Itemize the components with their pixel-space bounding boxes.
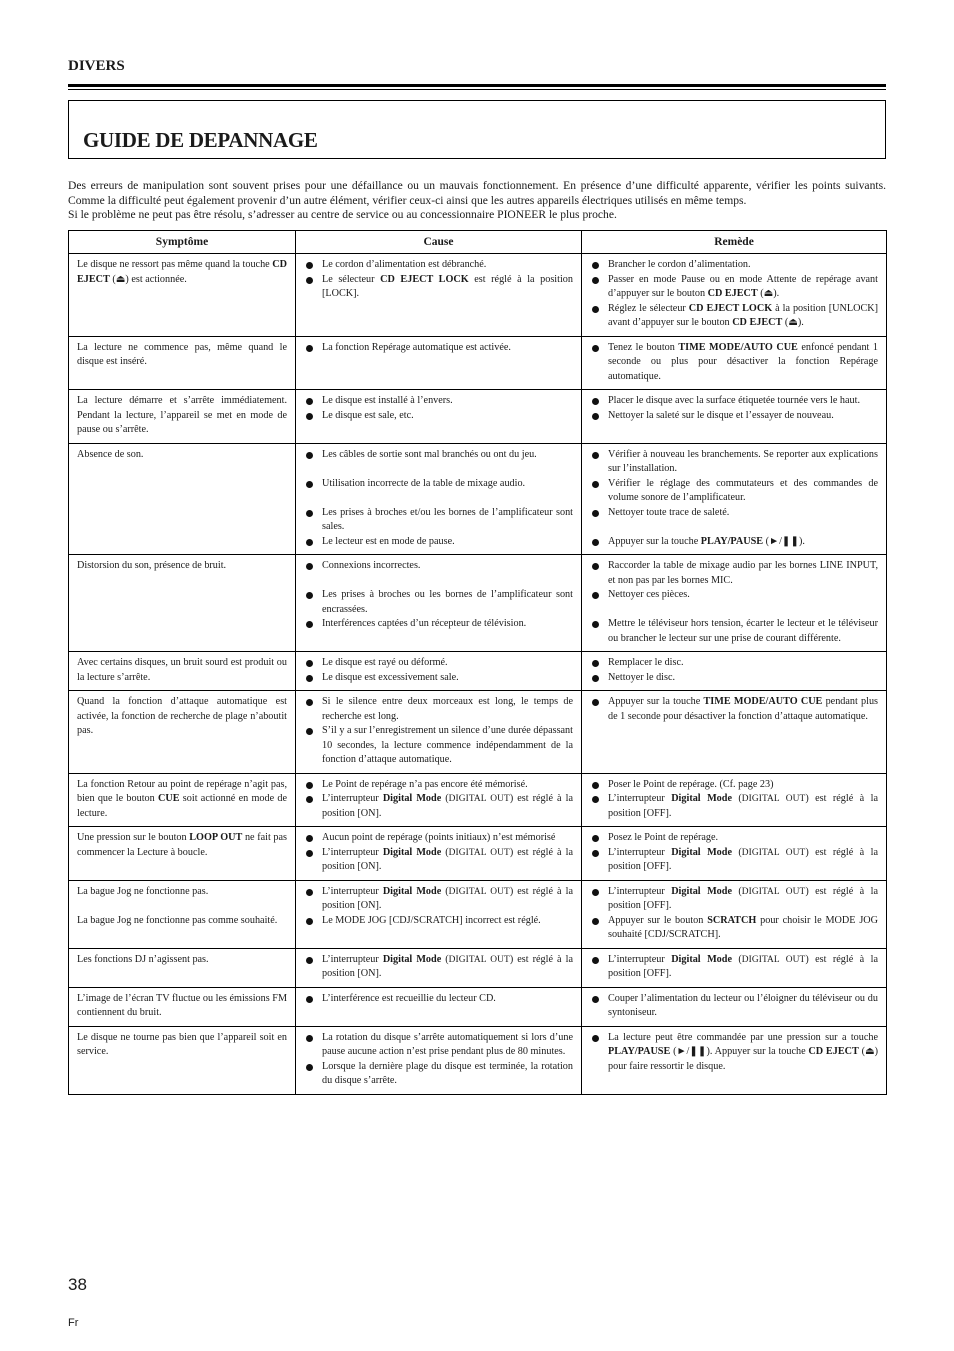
- table-row: [69, 948, 887, 987]
- remedy-cell: Appuyer sur la touche TIME MODE/AUTO CUE pendant plus de 1 seconde pour désactiver la fonction d’attaque automatique.: [582, 691, 887, 774]
- intro-paragraph-2: Si le problème ne peut pas être résolu, s’adresser au centre de service ou au concessionnaire PIONEER le plus proche.: [68, 208, 617, 221]
- table-row: [69, 652, 887, 691]
- symptom-cell: La bague Jog ne fonctionne pas. La bague Jog ne fonctionne pas comme souhaité.: [69, 880, 296, 948]
- symptom-cell: La lecture ne commence pas, même quand le disque est inséré.: [69, 336, 296, 390]
- remedy-cell: Poser le Point de repérage. (Cf. page 23) L’interrupteur Digital Mode (DIGITAL OUT) est réglé à la position [OFF].: [582, 773, 887, 827]
- cause-cell: La fonction Repérage automatique est activée.: [296, 336, 582, 390]
- table-row: [69, 254, 887, 337]
- cause-cell: Le cordon d’alimentation est débranché. Le sélecteur CD EJECT LOCK est réglé à la position [LOCK].: [296, 254, 582, 337]
- table-header-row: [69, 231, 887, 254]
- symptom-cell: Quand la fonction d’attaque automatique est activée, la fonction de recherche de plage n’aboutit pas.: [69, 691, 296, 774]
- cause-cell: Connexions incorrectes. Les prises à broches ou les bornes de l’amplificateur sont encrassées. Interférences captées d’un récepteur de télévision.: [296, 555, 582, 652]
- remedy-cell: Posez le Point de repérage. L’interrupteur Digital Mode (DIGITAL OUT) est réglé à la position [OFF].: [582, 827, 887, 881]
- header-cause: Cause: [296, 231, 582, 254]
- cause-cell: Le disque est installé à l’envers. Le disque est sale, etc.: [296, 390, 582, 444]
- cause-cell: L’interrupteur Digital Mode (DIGITAL OUT) est réglé à la position [ON].: [296, 948, 582, 987]
- header-symptom: Symptôme: [69, 231, 296, 254]
- cause-cell: L’interférence est recueillie du lecteur CD.: [296, 987, 582, 1026]
- remedy-cell: Couper l’alimentation du lecteur ou l’éloigner du téléviseur ou du syntoniseur.: [582, 987, 887, 1026]
- cause-cell: Aucun point de repérage (points initiaux) n’est mémorisé L’interrupteur Digital Mode (DIGITAL OUT) est réglé à la position [ON].: [296, 827, 582, 881]
- symptom-cell: Les fonctions DJ n’agissent pas.: [69, 948, 296, 987]
- remedy-cell: Placer le disque avec la surface étiquetée tournée vers le haut. Nettoyer la saleté sur le disque et l’essayer de nouveau.: [582, 390, 887, 444]
- header-rule-thick: [68, 84, 886, 87]
- symptom-cell: Une pression sur le bouton LOOP OUT ne fait pas commencer la Lecture à boucle.: [69, 827, 296, 881]
- table-row: [69, 691, 887, 774]
- page-title: GUIDE DE DEPANNAGE: [83, 128, 318, 152]
- title-box: [68, 100, 886, 159]
- intro-text: [68, 179, 886, 223]
- section-label: DIVERS: [68, 58, 125, 74]
- table-row: [69, 1026, 887, 1094]
- intro-paragraph-1: Des erreurs de manipulation sont souvent prises pour une défaillance ou un mauvais fonctionnement. En présence d’une difficulté apparente, vérifier les points suivants. Comme la difficulté peut également provenir d’un autre élément, vérifier ceux-ci ainsi que les autres appareils électriques utilisés en même temps.: [68, 179, 886, 207]
- remedy-cell: Vérifier à nouveau les branchements. Se reporter aux explications sur l’installation. Vérifier le réglage des commutateurs et des commandes de volume sonore de l’amplificateur. Nettoyer toute trace de saleté. Appuyer sur la touche PLAY/PAUSE (►/❚❚).: [582, 443, 887, 555]
- cause-cell: Le disque est rayé ou déformé. Le disque est excessivement sale.: [296, 652, 582, 691]
- remedy-cell: Tenez le bouton TIME MODE/AUTO CUE enfoncé pendant 1 seconde ou plus pour désactiver la fonction Repérage automatique.: [582, 336, 887, 390]
- remedy-cell: Raccorder la table de mixage audio par les bornes LINE INPUT, et non pas par les bornes MIC. Nettoyer ces pièces. Mettre le téléviseur hors tension, écarter le lecteur et le téléviseur ou brancher le lecteur sur une prise de courant différente.: [582, 555, 887, 652]
- cause-cell: Si le silence entre deux morceaux est long, le temps de recherche est long. S’il y a sur l’enregistrement un silence d’une durée dépassant 10 secondes, la lecture commence indépendamment de la fonction d’attaque automatique.: [296, 691, 582, 774]
- remedy-cell: L’interrupteur Digital Mode (DIGITAL OUT) est réglé à la position [OFF]. Appuyer sur le bouton SCRATCH pour choisir le MODE JOG souhaité [CDJ/SCRATCH].: [582, 880, 887, 948]
- symptom-cell: La lecture démarre et s’arrête immédiatement. Pendant la lecture, l’appareil se met en mode de pause ou s’arrête.: [69, 390, 296, 444]
- cause-cell: Les câbles de sortie sont mal branchés ou ont du jeu. Utilisation incorrecte de la table de mixage audio. Les prises à broches et/ou les bornes de l’amplificateur sont sales. Le lecteur est en mode de pause.: [296, 443, 582, 555]
- symptom-cell: Le disque ne tourne pas bien que l’appareil soit en service.: [69, 1026, 296, 1094]
- page-number: 38: [68, 1275, 87, 1294]
- cause-cell: Le Point de repérage n’a pas encore été mémorisé. L’interrupteur Digital Mode (DIGITAL OUT) est réglé à la position [ON].: [296, 773, 582, 827]
- table-row: [69, 827, 887, 881]
- table-row: [69, 336, 887, 390]
- symptom-cell: Distorsion du son, présence de bruit.: [69, 555, 296, 652]
- cause-cell: La rotation du disque s’arrête automatiquement si lors d’une pause aucune action n’est prise pendant plus de 80 minutes. Lorsque la dernière plage du disque est terminée, la rotation du disque s’arrête.: [296, 1026, 582, 1094]
- table-row: [69, 987, 887, 1026]
- cause-cell: L’interrupteur Digital Mode (DIGITAL OUT) est réglé à la position [ON]. Le MODE JOG [CDJ/SCRATCH] incorrect est réglé.: [296, 880, 582, 948]
- remedy-cell: L’interrupteur Digital Mode (DIGITAL OUT) est réglé à la position [OFF].: [582, 948, 887, 987]
- symptom-cell: Le disque ne ressort pas même quand la touche CD EJECT (⏏) est actionnée.: [69, 254, 296, 337]
- header-remedy: Remède: [582, 231, 887, 254]
- header-rule-thin: [68, 89, 886, 90]
- language-code: Fr: [68, 1317, 79, 1329]
- table-row: [69, 773, 887, 827]
- table-row: [69, 555, 887, 652]
- table-row: [69, 443, 887, 555]
- table-row: [69, 880, 887, 948]
- symptom-cell: L’image de l’écran TV fluctue ou les émissions FM contiennent du bruit.: [69, 987, 296, 1026]
- remedy-cell: Brancher le cordon d’alimentation. Passer en mode Pause ou en mode Attente de repérage avant d’appuyer sur le bouton CD EJECT (⏏). Réglez le sélecteur CD EJECT LOCK à la position [UNLOCK] avant d’appuyer sur le bouton CD EJECT (⏏).: [582, 254, 887, 337]
- troubleshooting-table: [68, 230, 887, 1095]
- remedy-cell: Remplacer le disc. Nettoyer le disc.: [582, 652, 887, 691]
- table-row: [69, 390, 887, 444]
- symptom-cell: La fonction Retour au point de repérage n’agit pas, bien que le bouton CUE soit actionné en mode de lecture.: [69, 773, 296, 827]
- remedy-cell: La lecture peut être commandée par une pression sur a touche PLAY/PAUSE (►/❚❚). Appuyer sur la touche CD EJECT (⏏) pour faire ressortir le disque.: [582, 1026, 887, 1094]
- symptom-cell: Absence de son.: [69, 443, 296, 555]
- symptom-cell: Avec certains disques, un bruit sourd est produit ou la lecture s’arrête.: [69, 652, 296, 691]
